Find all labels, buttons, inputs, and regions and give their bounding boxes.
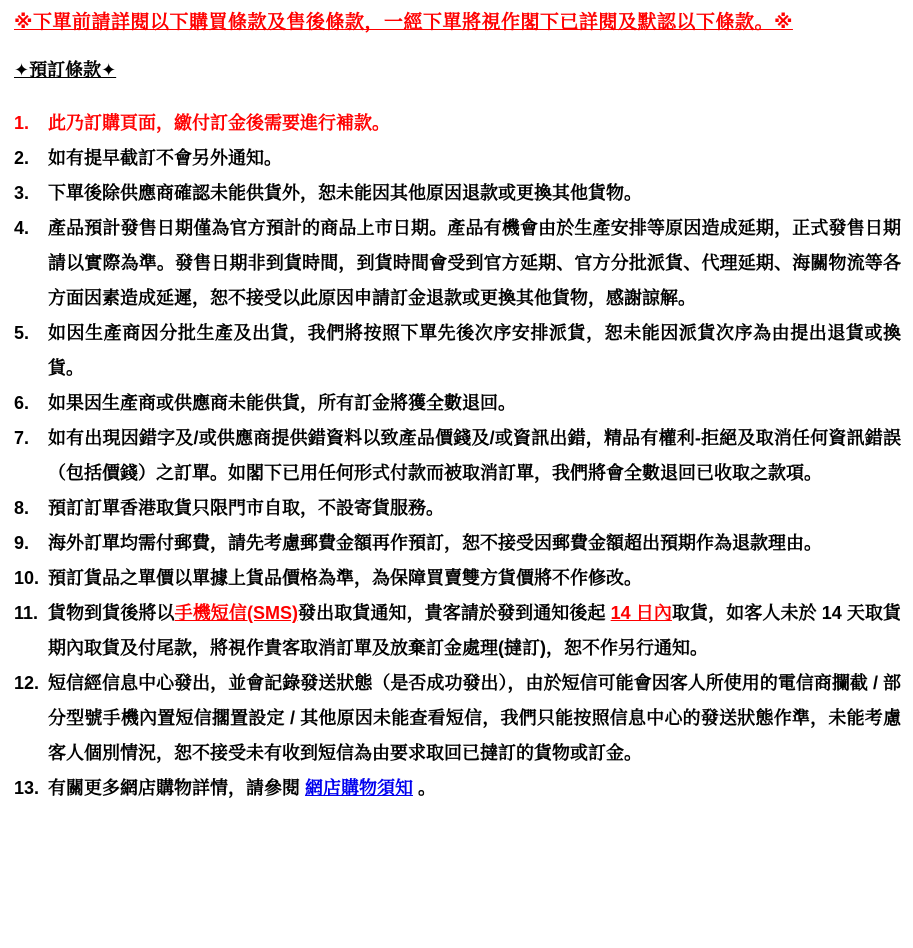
term-number: 8. xyxy=(14,498,30,518)
term-number: 7. xyxy=(14,428,30,448)
term-number: 11. xyxy=(14,603,39,623)
sms-notice-highlight: 手機短信(SMS) xyxy=(174,603,298,623)
term-text xyxy=(48,106,901,141)
term-item xyxy=(14,176,901,211)
purchase-notice-title: ※下單前請詳閱以下購買條款及售後條款，一經下單將視作閣下已詳閱及默認以下條款。※ xyxy=(14,12,793,33)
term-text xyxy=(48,141,901,176)
term-text xyxy=(48,386,901,421)
term-number: 5. xyxy=(14,323,30,343)
term-text-segment: 。 xyxy=(413,778,437,798)
term-text-segment: 如有出現因錯字及/或供應商提供錯資料以致產品價錢及/或資訊出錯，精品有權利-拒絕及取消任何資訊錯誤（包括價錢）之訂單。如閣下已用任何形式付款而被取消訂單，我們將會全數退回已收取之款項。 xyxy=(48,428,901,483)
term-text xyxy=(48,316,901,386)
term-number: 13. xyxy=(14,778,40,798)
term-text xyxy=(48,596,901,666)
term-number: 9. xyxy=(14,533,30,553)
term-text-segment: 貨物到貨後將以 xyxy=(48,603,175,623)
term-text-segment: 產品預計發售日期僅為官方預計的商品上市日期。產品有機會由於生產安排等原因造成延期，正式發售日期請以實際為準。發售日期非到貨時間，到貨時間會受到官方延期、官方分批派貨、代理延期、海關物流等各方面因素造成延遲，恕不接受以此原因申請訂金退款或更換其他貨物，感謝諒解。 xyxy=(48,218,901,308)
term-text-segment: 預訂訂單香港取貨只限門市自取，不設寄貨服務。 xyxy=(48,498,444,518)
term-item xyxy=(14,561,901,596)
term-text xyxy=(48,421,901,491)
term-number: 2. xyxy=(14,148,30,168)
term-item xyxy=(14,211,901,316)
term-number: 6. xyxy=(14,393,30,413)
term-text xyxy=(48,491,901,526)
term-text-segment: 有關更多網店購物詳情，請參閱 xyxy=(48,778,305,798)
terms-list xyxy=(14,106,901,806)
store-shopping-guide-link[interactable]: 網店購物須知 xyxy=(305,778,413,798)
term-item xyxy=(14,596,901,666)
term-text-segment: 取貨，如客人未於 14 天取貨期內取貨及付尾款，將視作貴客取消訂單及放棄訂金處理(撻訂)，恕不作另行通知。 xyxy=(48,603,902,658)
term-text-segment: 如有提早截訂不會另外通知。 xyxy=(48,148,282,168)
term-item xyxy=(14,491,901,526)
term-number: 10. xyxy=(14,568,40,588)
term-text-segment: 發出取貨通知，貴客請於發到通知後起 xyxy=(297,603,611,623)
term-text xyxy=(48,211,901,316)
term-number: 4. xyxy=(14,218,30,238)
term-text-segment: 此乃訂購頁面，繳付訂金後需要進行補款。 xyxy=(48,113,390,133)
term-number: 3. xyxy=(14,183,30,203)
term-item xyxy=(14,316,901,386)
term-text xyxy=(48,176,901,211)
term-number: 1. xyxy=(14,113,30,133)
term-text xyxy=(48,526,901,561)
pickup-deadline-highlight: 14 日內 xyxy=(610,603,672,623)
term-text-segment: 短信經信息中心發出，並會記錄發送狀態（是否成功發出），由於短信可能會因客人所使用的電信商攔截 / 部分型號手機內置短信擱置設定 / 其他原因未能查看短信，我們只能按照信息中心的發送狀態作準，未能考慮客人個別情況，恕不接受未有收到短信為由要求取回已撻訂的貨物或訂金。 xyxy=(48,673,901,763)
term-item xyxy=(14,106,901,141)
term-item xyxy=(14,386,901,421)
term-text xyxy=(48,771,901,806)
term-item xyxy=(14,141,901,176)
term-number: 12. xyxy=(14,673,40,693)
term-item xyxy=(14,526,901,561)
term-text-segment: 下單後除供應商確認未能供貨外，恕未能因其他原因退款或更換其他貨物。 xyxy=(48,183,642,203)
term-item xyxy=(14,421,901,491)
section-title-preorder-terms: ✦預訂條款✦ xyxy=(14,60,117,80)
term-text xyxy=(48,561,901,596)
term-text-segment: 海外訂單均需付郵費，請先考慮郵費金額再作預訂，恕不接受因郵費金額超出預期作為退款理由。 xyxy=(48,533,822,553)
term-text-segment: 如因生產商因分批生產及出貨，我們將按照下單先後次序安排派貨，恕未能因派貨次序為由提出退貨或換貨。 xyxy=(48,323,901,378)
term-text-segment: 如果因生產商或供應商未能供貨，所有訂金將獲全數退回。 xyxy=(48,393,516,413)
term-text-segment: 預訂貨品之單價以單據上貨品價格為準，為保障買賣雙方貨價將不作修改。 xyxy=(48,568,642,588)
term-item xyxy=(14,771,901,806)
term-text xyxy=(48,666,901,771)
term-item xyxy=(14,666,901,771)
